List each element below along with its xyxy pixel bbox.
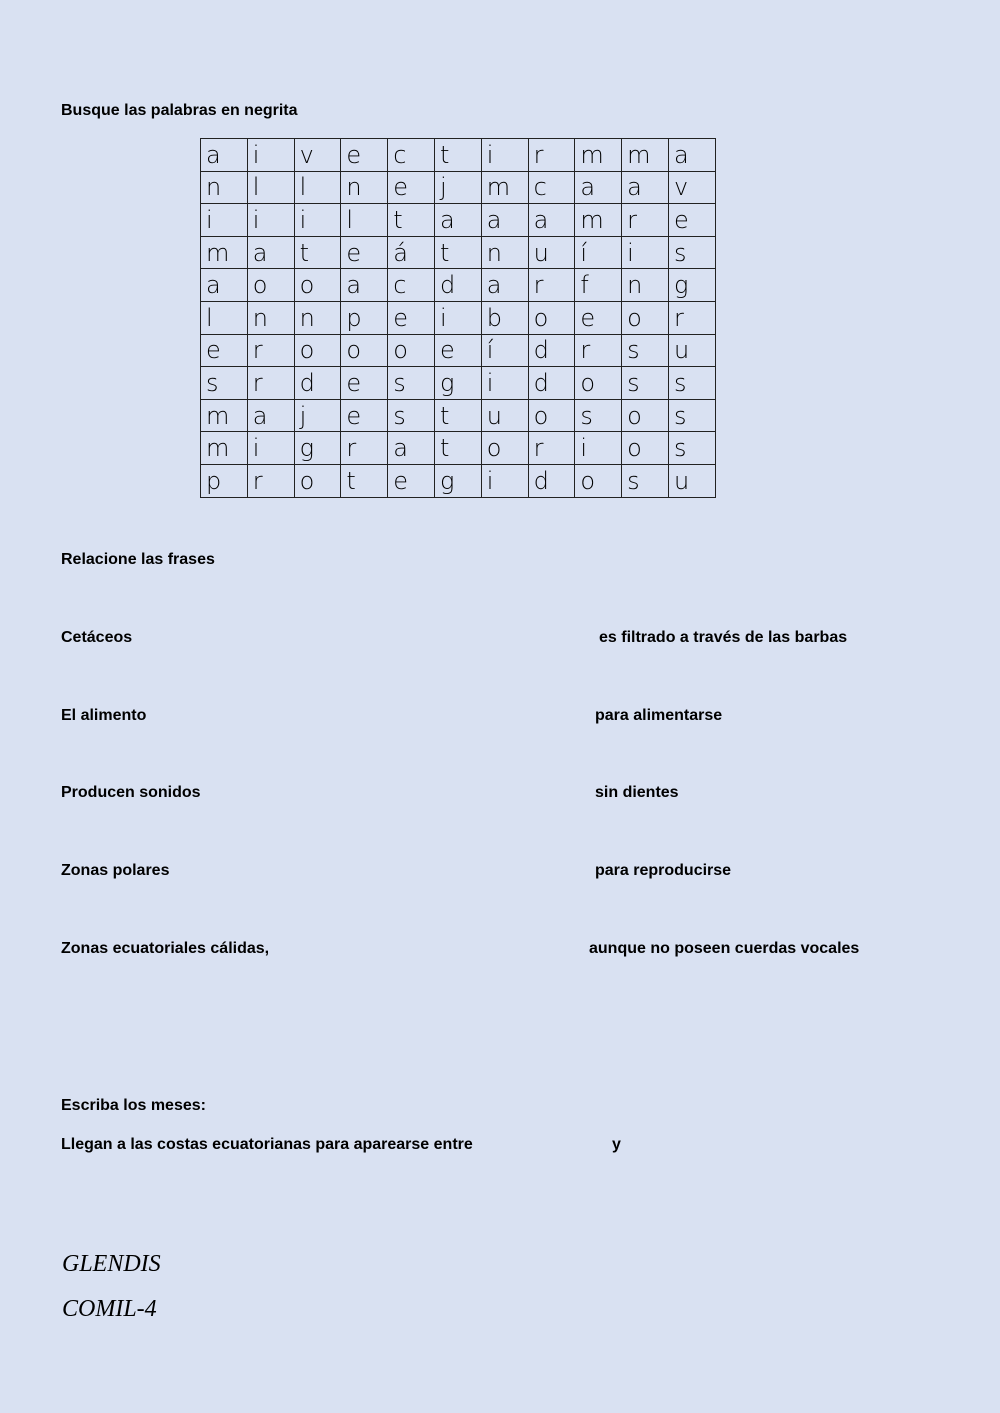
- match-right-5: aunque no poseen cuerdas vocales: [589, 940, 860, 957]
- word-search-row: [201, 236, 716, 269]
- word-search-cell: c: [388, 139, 435, 172]
- word-search-cell: e: [201, 334, 248, 367]
- word-search-cell: e: [388, 301, 435, 334]
- word-search-cell: o: [575, 464, 622, 497]
- word-search-cell: i: [247, 204, 294, 237]
- word-search-grid: [200, 138, 716, 498]
- word-search-cell: s: [575, 399, 622, 432]
- word-search-cell: f: [575, 269, 622, 302]
- word-search-row: [201, 367, 716, 400]
- signature-name: GLENDIS: [62, 1251, 161, 1277]
- word-search-cell: t: [388, 204, 435, 237]
- match-right-4: para reproducirse: [595, 862, 732, 879]
- word-search-cell: í: [481, 334, 528, 367]
- word-search-cell: i: [201, 204, 248, 237]
- word-search-cell: b: [481, 301, 528, 334]
- word-search-cell: m: [481, 171, 528, 204]
- word-search-cell: n: [247, 301, 294, 334]
- word-search-cell: a: [388, 432, 435, 465]
- word-search-cell: v: [668, 171, 715, 204]
- word-search-row: [201, 301, 716, 334]
- match-left-3: Producen sonidos: [61, 784, 201, 801]
- word-search-cell: m: [201, 399, 248, 432]
- word-search-cell: g: [434, 367, 481, 400]
- word-search-cell: s: [668, 399, 715, 432]
- word-search-cell: o: [294, 269, 341, 302]
- word-search-row: [201, 432, 716, 465]
- word-search-cell: u: [481, 399, 528, 432]
- word-search-cell: m: [201, 432, 248, 465]
- word-search-cell: r: [622, 204, 669, 237]
- word-search-cell: a: [434, 204, 481, 237]
- word-search-cell: a: [341, 269, 388, 302]
- word-search-cell: s: [622, 464, 669, 497]
- word-search-cell: a: [201, 139, 248, 172]
- word-search-cell: m: [201, 236, 248, 269]
- word-search-table: [200, 138, 716, 498]
- word-search-cell: d: [434, 269, 481, 302]
- word-search-cell: a: [575, 171, 622, 204]
- word-search-cell: e: [341, 236, 388, 269]
- word-search-cell: n: [201, 171, 248, 204]
- word-search-cell: s: [622, 367, 669, 400]
- word-search-cell: a: [481, 269, 528, 302]
- word-search-row: [201, 139, 716, 172]
- match-left-4: Zonas polares: [61, 862, 170, 879]
- word-search-cell: s: [201, 367, 248, 400]
- word-search-cell: i: [247, 139, 294, 172]
- word-search-cell: e: [575, 301, 622, 334]
- word-search-cell: i: [434, 301, 481, 334]
- word-search-cell: e: [341, 367, 388, 400]
- word-search-cell: o: [528, 301, 575, 334]
- word-search-cell: s: [388, 399, 435, 432]
- word-search-cell: e: [388, 464, 435, 497]
- word-search-cell: o: [622, 301, 669, 334]
- word-search-cell: í: [575, 236, 622, 269]
- word-search-row: [201, 171, 716, 204]
- word-search-cell: t: [294, 236, 341, 269]
- word-search-cell: o: [294, 334, 341, 367]
- word-search-cell: r: [247, 334, 294, 367]
- word-search-cell: r: [528, 269, 575, 302]
- word-search-cell: l: [201, 301, 248, 334]
- word-search-cell: t: [434, 236, 481, 269]
- word-search-cell: g: [668, 269, 715, 302]
- word-search-cell: u: [528, 236, 575, 269]
- word-search-cell: r: [528, 432, 575, 465]
- word-search-cell: i: [481, 464, 528, 497]
- word-search-row: [201, 204, 716, 237]
- word-search-cell: a: [247, 236, 294, 269]
- word-search-cell: r: [528, 139, 575, 172]
- word-search-cell: l: [247, 171, 294, 204]
- word-search-cell: i: [481, 367, 528, 400]
- word-search-row: [201, 269, 716, 302]
- word-search-cell: d: [528, 367, 575, 400]
- word-search-cell: a: [622, 171, 669, 204]
- signature-code: COMIL-4: [62, 1296, 157, 1322]
- word-search-cell: r: [247, 367, 294, 400]
- word-search-cell: p: [341, 301, 388, 334]
- word-search-row: [201, 334, 716, 367]
- word-search-cell: e: [668, 204, 715, 237]
- word-search-cell: a: [481, 204, 528, 237]
- match-right-3: sin dientes: [595, 784, 679, 801]
- word-search-cell: m: [575, 204, 622, 237]
- word-search-cell: r: [575, 334, 622, 367]
- word-search-cell: e: [341, 139, 388, 172]
- match-left-2: El alimento: [61, 707, 147, 724]
- word-search-cell: i: [247, 432, 294, 465]
- word-search-cell: e: [434, 334, 481, 367]
- word-search-cell: n: [294, 301, 341, 334]
- word-search-cell: s: [668, 236, 715, 269]
- word-search-cell: a: [201, 269, 248, 302]
- word-search-cell: s: [622, 334, 669, 367]
- word-search-cell: g: [294, 432, 341, 465]
- word-search-cell: i: [622, 236, 669, 269]
- word-search-cell: c: [528, 171, 575, 204]
- word-search-cell: i: [575, 432, 622, 465]
- word-search-cell: c: [388, 269, 435, 302]
- word-search-cell: l: [294, 171, 341, 204]
- word-search-cell: s: [668, 367, 715, 400]
- word-search-cell: o: [622, 432, 669, 465]
- word-search-cell: d: [294, 367, 341, 400]
- match-right-1: es filtrado a través de las barbas: [599, 629, 848, 646]
- word-search-cell: e: [341, 399, 388, 432]
- match-left-5: Zonas ecuatoriales cálidas,: [61, 940, 270, 957]
- word-search-cell: r: [247, 464, 294, 497]
- word-search-cell: o: [388, 334, 435, 367]
- word-search-cell: u: [668, 464, 715, 497]
- word-search-cell: o: [341, 334, 388, 367]
- word-search-cell: p: [201, 464, 248, 497]
- word-search-cell: n: [481, 236, 528, 269]
- word-search-cell: j: [434, 171, 481, 204]
- word-search-cell: l: [341, 204, 388, 237]
- wordsearch-title: Busque las palabras en negrita: [61, 102, 298, 119]
- word-search-cell: u: [668, 334, 715, 367]
- word-search-cell: o: [528, 399, 575, 432]
- match-title: Relacione las frases: [61, 551, 215, 568]
- word-search-cell: n: [341, 171, 388, 204]
- word-search-cell: a: [528, 204, 575, 237]
- word-search-cell: á: [388, 236, 435, 269]
- word-search-cell: v: [294, 139, 341, 172]
- months-title: Escriba los meses:: [61, 1097, 206, 1114]
- word-search-cell: o: [481, 432, 528, 465]
- word-search-cell: a: [247, 399, 294, 432]
- word-search-cell: t: [434, 139, 481, 172]
- word-search-row: [201, 464, 716, 497]
- word-search-cell: m: [575, 139, 622, 172]
- word-search-cell: t: [434, 432, 481, 465]
- word-search-cell: t: [434, 399, 481, 432]
- word-search-cell: e: [388, 171, 435, 204]
- word-search-cell: t: [341, 464, 388, 497]
- match-left-1: Cetáceos: [61, 629, 133, 646]
- word-search-cell: r: [341, 432, 388, 465]
- word-search-cell: a: [668, 139, 715, 172]
- word-search-cell: m: [622, 139, 669, 172]
- match-right-2: para alimentarse: [595, 707, 723, 724]
- word-search-cell: s: [668, 432, 715, 465]
- word-search-cell: i: [294, 204, 341, 237]
- months-conjunction: y: [612, 1136, 621, 1153]
- word-search-cell: d: [528, 464, 575, 497]
- word-search-cell: o: [247, 269, 294, 302]
- word-search-cell: j: [294, 399, 341, 432]
- word-search-cell: g: [434, 464, 481, 497]
- word-search-row: [201, 399, 716, 432]
- word-search-cell: d: [528, 334, 575, 367]
- word-search-cell: s: [388, 367, 435, 400]
- word-search-cell: o: [622, 399, 669, 432]
- word-search-cell: r: [668, 301, 715, 334]
- word-search-cell: i: [481, 139, 528, 172]
- word-search-cell: o: [294, 464, 341, 497]
- word-search-cell: o: [575, 367, 622, 400]
- months-sentence: Llegan a las costas ecuatorianas para aparearse entre: [61, 1136, 473, 1153]
- word-search-cell: n: [622, 269, 669, 302]
